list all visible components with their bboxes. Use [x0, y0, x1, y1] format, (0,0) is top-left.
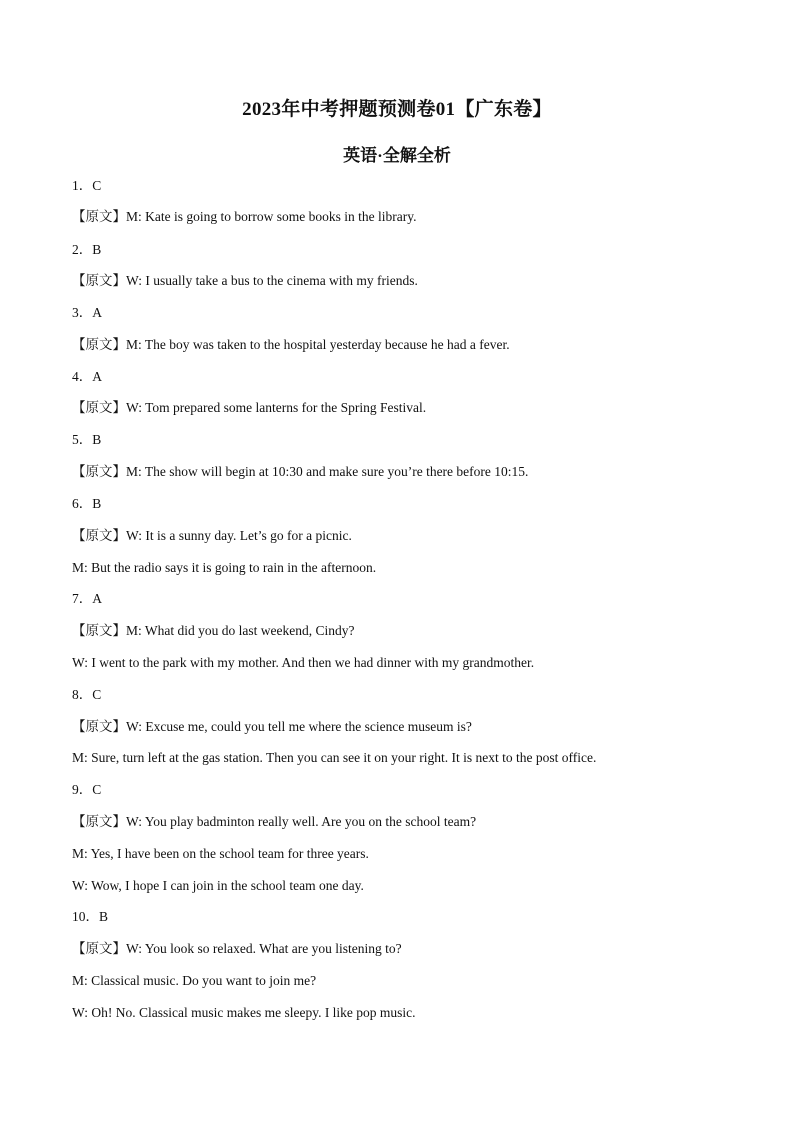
answer-line: 5．B: [72, 432, 102, 447]
transcript-line: W: Wow, I hope I can join in the school team one day.: [72, 878, 364, 893]
answer-line: 10．B: [72, 909, 109, 924]
transcript-line: 【原文】M: The show will begin at 10:30 and make sure you’re there before 10:15.: [72, 464, 529, 479]
answer-line: 3．A: [72, 305, 102, 320]
transcript-line: M: But the radio says it is going to rain in the afternoon.: [72, 560, 377, 575]
transcript-line: 【原文】W: Tom prepared some lanterns for the Spring Festival.: [72, 400, 427, 415]
transcript-line: M: Yes, I have been on the school team for three years.: [72, 846, 369, 861]
transcript-line: M: Classical music. Do you want to join me?: [72, 973, 317, 988]
answer-line: 8．C: [72, 687, 102, 702]
answer-line: 1．C: [72, 178, 102, 193]
transcript-line: 【原文】W: You play badminton really well. Are you on the school team?: [72, 814, 477, 829]
answer-line: 9．C: [72, 782, 102, 797]
answer-line: 4．A: [72, 369, 102, 384]
answer-line: 7．A: [72, 591, 102, 606]
transcript-line: 【原文】M: Kate is going to borrow some books in the library.: [72, 209, 417, 224]
transcript-line: 【原文】W: It is a sunny day. Let’s go for a picnic.: [72, 528, 352, 543]
page-title: 2023年中考押题预测卷01【广东卷】: [242, 99, 552, 120]
transcript-line: 【原文】W: I usually take a bus to the cinema with my friends.: [72, 273, 418, 288]
transcript-line: W: Oh! No. Classical music makes me sleepy. I like pop music.: [72, 1005, 416, 1020]
transcript-line: 【原文】W: Excuse me, could you tell me where the science museum is?: [72, 719, 472, 734]
answer-line: 2．B: [72, 242, 102, 257]
transcript-line: W: I went to the park with my mother. And then we had dinner with my grandmother.: [72, 655, 535, 670]
transcript-line: 【原文】W: You look so relaxed. What are you listening to?: [72, 941, 402, 956]
page-subtitle: 英语·全解全析: [343, 146, 451, 165]
transcript-line: 【原文】M: The boy was taken to the hospital yesterday because he had a fever.: [72, 337, 510, 352]
answer-line: 6．B: [72, 496, 102, 511]
transcript-line: 【原文】M: What did you do last weekend, Cindy?: [72, 623, 355, 638]
transcript-line: M: Sure, turn left at the gas station. Then you can see it on your right. It is next to the post office.: [72, 750, 597, 765]
